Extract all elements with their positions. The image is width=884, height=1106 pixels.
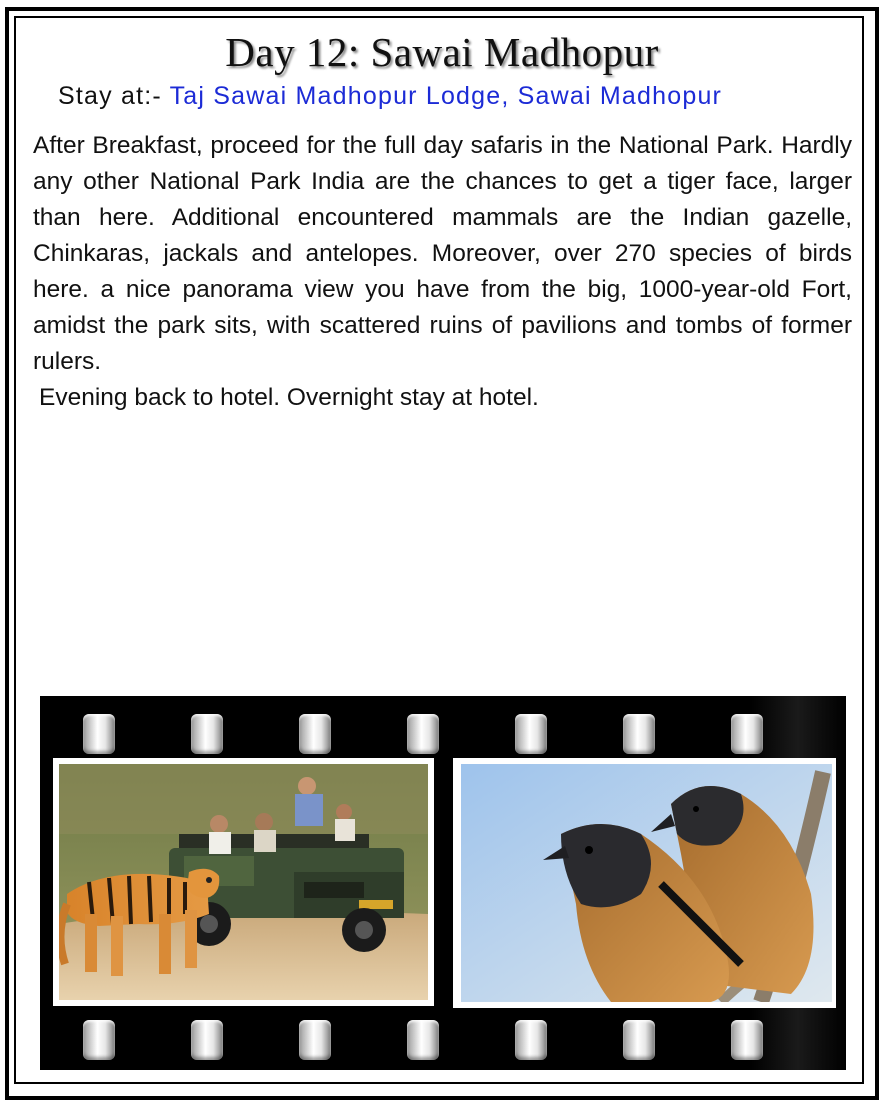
film-hole xyxy=(731,1020,763,1060)
film-hole xyxy=(299,1020,331,1060)
film-hole xyxy=(515,714,547,754)
tiger-and-safari-jeep-photo xyxy=(53,758,434,1006)
film-hole xyxy=(407,1020,439,1060)
film-hole xyxy=(191,714,223,754)
film-hole xyxy=(191,1020,223,1060)
film-hole xyxy=(83,1020,115,1060)
film-hole xyxy=(83,714,115,754)
film-hole xyxy=(299,714,331,754)
film-hole xyxy=(623,1020,655,1060)
tiger-jeep-illustration xyxy=(59,764,428,1000)
film-hole xyxy=(731,714,763,754)
stay-label: Stay at:- xyxy=(58,82,170,110)
stay-line xyxy=(58,82,722,111)
film-hole xyxy=(623,714,655,754)
hotel-name: Taj Sawai Madhopur Lodge, Sawai Madhopur xyxy=(169,82,723,110)
itinerary-description xyxy=(33,128,852,416)
film-hole xyxy=(515,1020,547,1060)
day-paragraph: After Breakfast, proceed for the full day safaris in the National Park. Hardly any other National Park India are the chances to get a tiger face, larger than here. Additional encountered mammals are the Indian gazelle, Chinkaras, jackals and antelopes. Moreover, over 270 species of birds here. a nice panorama view you have from the big, 1000-year-old Fort, amidst the park sits, with scattered ruins of pavilions and tombs of former rulers. xyxy=(33,132,852,375)
treepie-birds-photo xyxy=(453,758,836,1008)
film-hole xyxy=(407,714,439,754)
evening-note: Evening back to hotel. Overnight stay at hotel. xyxy=(39,384,539,411)
birds-illustration xyxy=(461,764,832,1002)
page-title: Day 12: Sawai Madhopur xyxy=(225,29,659,75)
film-strip xyxy=(40,696,846,1070)
